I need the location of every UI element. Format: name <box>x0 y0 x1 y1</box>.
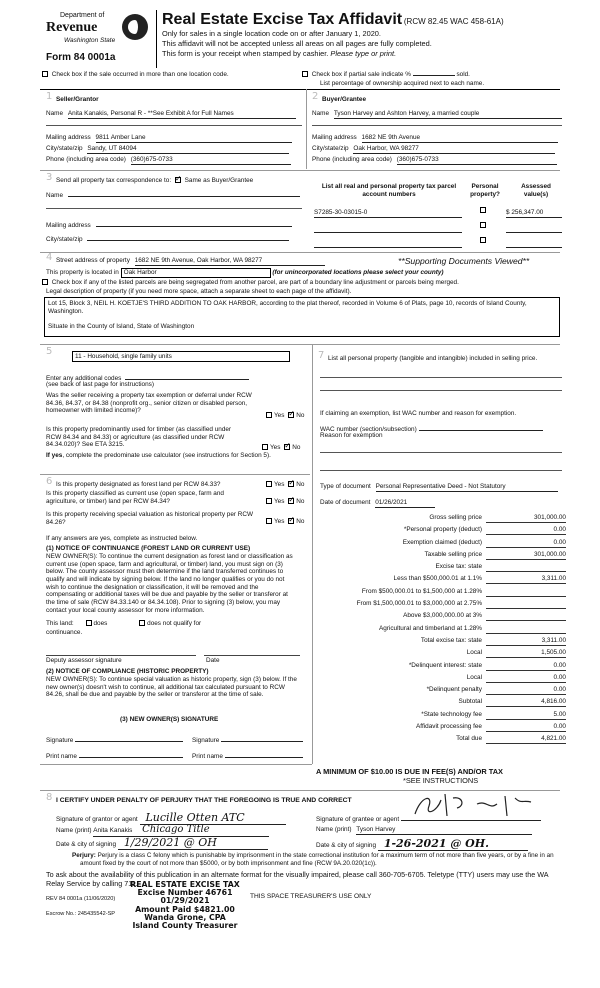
parcel-header: List all real and personal property tax parcel account numbers <box>321 183 457 198</box>
tax-row-value[interactable] <box>486 600 566 609</box>
s6-q2-yes-checkbox[interactable] <box>266 498 272 504</box>
tax-row-label: Above $3,000,000.00 at 3% <box>403 612 482 620</box>
seller-name-row: Name Anita Kanakis, Personal R - **See Exhibit A for Full Names <box>46 110 296 119</box>
seller-city-row: City/state/zip Sandy, UT 84094 <box>46 145 289 154</box>
assessed-header: Assessed value(s) <box>521 183 551 198</box>
tax-row <box>320 697 566 709</box>
seller-mail-field[interactable]: 9811 Amber Lane <box>96 134 292 143</box>
s6-q3-yes-checkbox[interactable] <box>266 518 272 524</box>
treasurer-use-only: THIS SPACE TREASURER'S USE ONLY <box>250 893 372 900</box>
owner-print-field-2[interactable] <box>225 751 303 758</box>
tax-row-value[interactable] <box>486 563 566 572</box>
grantee-signature-scribble <box>407 792 547 818</box>
reason-label: Reason for exemption <box>320 432 383 439</box>
s6-q2-answer: Yes ✓ No <box>264 498 304 506</box>
section-4-number: 4 <box>46 252 53 263</box>
assessed-field-1[interactable]: $ 256,347.00 <box>506 209 562 218</box>
located-row: This property is located in Oak Harbor (for unincorporated locations please select your county) <box>46 269 444 276</box>
certify-text: I CERTIFY UNDER PENALTY OF PERJURY THAT THE FOREGOING IS TRUE AND CORRECT <box>56 797 352 804</box>
tax-row-label: Excise tax: state <box>435 563 482 571</box>
tax-row <box>320 685 566 697</box>
tax-row-value[interactable]: 3,311.00 <box>486 637 566 646</box>
s6-if-any: If any answers are yes, complete as instructed below. <box>46 535 198 542</box>
segregated-row: Check box if any of the listed parcels are being segregated from another parcel, are part of a boundary line adjustment or parcels being merged. <box>40 279 459 287</box>
tax-row <box>320 550 566 562</box>
notice-1-heading: (1) NOTICE OF CONTINUANCE (FOREST LAND OR CURRENT USE) <box>46 545 251 552</box>
tax-row-value[interactable]: 0.00 <box>486 674 566 683</box>
section-5-number: 5 <box>46 346 53 357</box>
tax-row-label: Affidavit processing fee <box>416 723 482 731</box>
tax-row <box>320 734 566 746</box>
tax-row-label: From $500,000.01 to $1,500,000 at 1.28% <box>361 587 482 595</box>
s3-mail-row: Mailing address <box>46 222 292 230</box>
s5-q1-yes-checkbox[interactable] <box>266 412 272 418</box>
legal-text-1: Lot 15, Block 3, NEIL H. KOETJE'S THIRD ADDITION TO OAK HARBOR, according to the plat thereof, recorded in Volume 6 of Plats, page 10, records of Island County, Washington. <box>48 300 527 315</box>
located-select[interactable]: Oak Harbor <box>121 268 271 278</box>
notice-2-text: NEW OWNER(S): To continue special valuation as historic property, sign (3) below. If the new owner(s) doesn't wish to continue, all additional tax calculated pursuant to RCW 84.26, shall be due and payable by the seller or transferor at the time of sale. <box>46 676 297 699</box>
rev-number: REV 84 0001a (11/06/2020) <box>46 896 116 902</box>
tax-row <box>320 722 566 734</box>
tax-row <box>320 661 566 673</box>
land-does-not-checkbox[interactable] <box>139 620 145 626</box>
grantor-date-field[interactable]: 1/29/2021 @ OH <box>118 836 268 850</box>
parcel-field-2[interactable] <box>314 225 462 233</box>
tax-row-label: Local <box>466 673 482 681</box>
s3-city-field[interactable] <box>87 240 289 241</box>
dor-logo-text-3: Washington State <box>64 37 116 44</box>
s3-mail-field[interactable] <box>96 226 292 227</box>
legal-description-box[interactable] <box>44 297 560 337</box>
buyer-name-row: Name Tyson Harvey and Ashton Harvey, a married couple <box>312 110 562 119</box>
tax-row <box>320 611 566 623</box>
wac-row: WAC number (section/subsection) <box>320 424 543 434</box>
s3-name-field[interactable] <box>68 196 300 197</box>
parcel-field-1[interactable]: S7285-30-03015-0 <box>314 209 462 218</box>
tax-row <box>320 636 566 648</box>
header-note-2: This affidavit will not be accepted unless all areas on all pages are fully completed. <box>162 39 432 48</box>
doc-type-field[interactable]: Personal Representative Deed - Not Statutory <box>376 483 558 492</box>
tax-row-label: Less than $500,000.01 at 1.1% <box>393 575 482 583</box>
doc-date-field[interactable]: 01/26/2021 <box>375 499 435 508</box>
minimum-due-line2: *SEE INSTRUCTIONS <box>403 776 479 785</box>
tax-row-label: Total due <box>456 735 482 743</box>
tax-row-value[interactable]: 5.00 <box>486 711 566 720</box>
header-note-1: Only for sales in a single location code on or after January 1, 2020. <box>162 29 381 38</box>
s3-name-row: Name <box>46 192 300 200</box>
personal-header: Personal property? <box>470 183 500 198</box>
additional-codes-field[interactable] <box>125 373 249 380</box>
form-title-ref: (RCW 82.45 WAC 458-61A) <box>403 17 504 26</box>
section-6-number: 6 <box>46 476 53 487</box>
grantee-sig-row: Signature of grantee or agent <box>316 814 541 824</box>
s6-q2-no-checkbox[interactable] <box>288 498 294 504</box>
parcel-field-3[interactable] <box>314 240 462 248</box>
grantor-name-row: Name (print) Anita Kanakis Chicago Title <box>56 824 269 837</box>
grantor-date-row: Date & city of signing 1/29/2021 @ OH <box>56 836 268 850</box>
partial-sale-checkbox[interactable] <box>302 71 308 77</box>
tax-row-label: *Delinquent interest: state <box>408 661 482 669</box>
owner-sig-2: Signature <box>192 735 303 745</box>
grantee-name-row: Name (print) Tyson Harvey <box>316 826 532 835</box>
form-number: Form 84 0001a <box>46 52 116 63</box>
tax-row-label: From $1,500,000.01 to $3,000,000 at 2.75% <box>356 600 482 608</box>
additional-codes-row: Enter any additional codes <box>46 373 249 383</box>
personal-checkbox-2[interactable] <box>480 222 486 228</box>
continuance-label: continuance. <box>46 629 83 636</box>
section-3-number: 3 <box>46 172 53 183</box>
buyer-name-field[interactable]: Tyson Harvey and Ashton Harvey, a married couple <box>334 110 562 119</box>
tax-row <box>320 710 566 722</box>
seller-heading: Seller/Grantor <box>56 96 99 103</box>
owner-signature-field-1[interactable] <box>75 735 183 742</box>
stamp-line-1: REAL ESTATE EXCISE TAX <box>130 880 240 889</box>
assessed-field-2[interactable] <box>506 225 562 233</box>
assessed-field-3[interactable] <box>506 240 562 248</box>
deputy-date-label: Date <box>206 657 220 664</box>
dor-logo-text-2: Revenue <box>46 20 98 35</box>
tax-row <box>320 648 566 660</box>
tax-row-value[interactable]: 0.00 <box>486 526 566 535</box>
legal-text-2: Situate in the County of Island, State of Washington <box>48 323 195 331</box>
this-land-row: This land: does does not qualify for <box>46 620 202 627</box>
tax-row-value[interactable] <box>486 625 566 634</box>
buyer-mail-field[interactable]: 1682 NE 9th Avenue <box>362 134 558 143</box>
tax-row-label: *Delinquent penalty <box>426 686 482 694</box>
s6-q3-no-checkbox[interactable] <box>288 518 294 524</box>
tax-row-label: *Personal property (deduct) <box>403 526 482 534</box>
owner-print-2: Print name <box>192 751 303 761</box>
stamp-line-5: Wanda Grone, CPA <box>144 912 226 922</box>
buyer-mail-row: Mailing address 1682 NE 9th Avenue <box>312 134 558 143</box>
tax-row-value[interactable]: 301,000.00 <box>486 551 566 560</box>
supporting-docs: **Supporting Documents Viewed** <box>398 256 530 266</box>
section-2-number: 2 <box>312 91 319 102</box>
tax-row-value[interactable]: 0.00 <box>486 723 566 732</box>
seller-phone-field[interactable]: (360)675-0733 <box>131 156 291 165</box>
tax-row-label: Subtotal <box>458 698 482 706</box>
section-1-number: 1 <box>46 91 53 102</box>
stamp-line-4: Amount Paid $4821.00 <box>135 904 235 914</box>
s5-q2: Is this property predominantly used for timber (as classified under RCW 84.34 and 84.33) or agriculture (as classified under RCW 84.34.020)? See ETA 3215. <box>46 426 232 449</box>
tax-row-label: *State technology fee <box>421 710 482 718</box>
minimum-due-line1: A MINIMUM OF $10.00 IS DUE IN FEE(S) AND/OR TAX <box>316 767 503 776</box>
s5-q1-answer: Yes ✓ No <box>264 412 304 420</box>
dor-logo-text-1: Department of <box>60 12 105 19</box>
tax-table <box>320 513 566 747</box>
grantee-date-field[interactable]: 1-26-2021 @ OH. <box>378 837 528 851</box>
legal-label: Legal description of property (if you need more space, attach a separate sheet to each page of the affidavit). <box>46 288 352 295</box>
tax-row-value[interactable]: 301,000.00 <box>486 514 566 523</box>
s5-q2-no-checkbox[interactable] <box>284 444 290 450</box>
tax-row-label: Total excise tax: state <box>420 636 482 644</box>
tax-row-value[interactable]: 4,821.00 <box>486 735 566 744</box>
tax-row-value[interactable]: 0.00 <box>486 662 566 671</box>
notice-1-text: NEW OWNER(S): To continue the current designation as forest land or classification as current use (open space, farm and agricultural, or timber) land, you must sign on (3) below. The county assessor must then determine if the land transferred continues to qualify and will indicate by signing below. If the land no longer qualifies or you do not wish to continue the designation or classification, it will be removed and the compensating or additional taxes will be due and payable by the seller or transferor at the time of sale (RCW 84.33.140 or 84.34.108). Prior to signing (3) below, you may contact your local county assessor for more information. <box>46 553 293 614</box>
grantee-date-row: Date & city of signing 1-26-2021 @ OH. <box>316 837 528 851</box>
tax-row <box>320 574 566 586</box>
stamp-line-6: Island County Treasurer <box>132 920 238 930</box>
personal-checkbox-3[interactable] <box>480 237 486 243</box>
s6-q3-answer: Yes ✓ No <box>264 518 304 526</box>
escrow-number: Escrow No.: 245435542-SP <box>46 911 116 917</box>
s6-q3: Is this property receiving special valuation as historical property per RCW 84.26? <box>46 511 254 526</box>
tax-row-label: Gross selling price <box>429 514 482 521</box>
tax-row-value[interactable] <box>486 612 566 621</box>
see-back: (see back of last page for instructions) <box>46 381 154 388</box>
s3-city-row: City/state/zip <box>46 236 289 244</box>
notice-3-heading: (3) NEW OWNER(S) SIGNATURE <box>120 716 219 723</box>
grantor-name-field[interactable]: Anita Kanakis Chicago Title <box>93 824 269 837</box>
alt-format-notice: To ask about the availability of this publication in an alternate format for the visually impaired, please call 360-705-6705. Teletype (TTY) users may use the WA Relay Service by calling 711. <box>46 870 549 888</box>
tax-row-value[interactable]: 0.00 <box>486 686 566 695</box>
seller-name-field[interactable]: Anita Kanakis, Personal R - **See Exhibit A for Full Names <box>68 110 296 119</box>
doc-date-row: Date of document 01/26/2021 <box>320 499 435 508</box>
wac-field[interactable] <box>419 424 543 431</box>
tax-row-value[interactable]: 0.00 <box>486 539 566 548</box>
tax-row-value[interactable]: 4,816.00 <box>486 698 566 707</box>
grantor-sig-row: Signature of grantor or agent Lucille Otten ATC <box>56 811 286 825</box>
seller-city-field[interactable]: Sandy, UT 84094 <box>87 145 289 154</box>
seller-mail-row: Mailing address 9811 Amber Lane <box>46 134 292 143</box>
tax-row <box>320 673 566 685</box>
stamp-line-2: Excise Number 46761 <box>137 888 233 898</box>
land-use-select[interactable]: 11 - Household, single family units <box>72 351 290 362</box>
tax-row-label: Agricultural and timberland at 1.28% <box>378 624 482 632</box>
header-note-3: This form is your receipt when stamped by cashier. Please type or print. <box>162 49 397 58</box>
correspondence-row: Send all property tax correspondence to: ✓ Same as Buyer/Grantee <box>56 177 253 185</box>
form-title-row <box>162 10 504 29</box>
owner-sig-1: Signature <box>46 735 183 745</box>
owner-print-field-1[interactable] <box>79 751 183 758</box>
s5-q2-yes-checkbox[interactable] <box>262 444 268 450</box>
buyer-phone-row: Phone (including area code) (360)675-0733 <box>312 156 557 165</box>
section-7-number: 7 <box>318 350 325 361</box>
dor-logo <box>40 10 148 54</box>
treasurer-stamp <box>120 881 250 930</box>
s5-q1: Was the seller receiving a property tax exemption or deferral under RCW 84.36, 84.37, or 84.38 (nonprofit org., senior citizen or disabled person, homeowner with limited income)? <box>46 392 252 415</box>
tax-row <box>320 513 566 525</box>
s6-q1-no-checkbox[interactable] <box>288 481 294 487</box>
buyer-heading: Buyer/Grantee <box>322 96 367 103</box>
tax-row <box>320 538 566 550</box>
multi-location-row: Check box if the sale occurred in more than one location code. <box>40 71 229 79</box>
tax-row <box>320 599 566 611</box>
s6-q1: Is this property designated as forest land per RCW 84.33? <box>56 481 221 488</box>
tax-row <box>320 562 566 574</box>
tax-row-value[interactable]: 1,505.00 <box>486 649 566 658</box>
perjury-notice: Perjury: Perjury is a class C felony which is punishable by imprisonment in the state correctional institution for a maximum term of not more than five years, or by a fine in an amount fixed by the court of not more than $5000, or by both imprisonment and fine (RCW 9A.20.020(1c)). <box>72 852 554 867</box>
exemption-label: If claiming an exemption, list WAC number and reason for exemption. <box>320 410 517 417</box>
seller-phone-row: Phone (including area code) (360)675-0733 <box>46 156 291 165</box>
tax-row <box>320 624 566 636</box>
same-as-buyer-checkbox[interactable] <box>175 177 181 183</box>
tax-row-label: Local <box>466 649 482 657</box>
s6-q1-answer: Yes ✓ No <box>264 481 304 489</box>
owner-signature-field-2[interactable] <box>221 735 303 742</box>
notice-2-heading: (2) NOTICE OF COMPLIANCE (HISTORIC PROPERTY) <box>46 668 209 675</box>
grantor-signature-field[interactable]: Lucille Otten ATC <box>140 811 286 825</box>
partial-percent-field[interactable] <box>413 75 455 76</box>
stamp-line-3: 01/29/2021 <box>160 896 210 906</box>
segregated-checkbox[interactable] <box>42 279 48 285</box>
s5-q2-answer: Yes ✓ No <box>260 444 300 452</box>
deputy-signature-label: Deputy assessor signature <box>46 657 122 664</box>
tax-row-label: Taxable selling price <box>424 550 482 558</box>
buyer-city-field[interactable]: Oak Harbor, WA 98277 <box>353 145 555 154</box>
tax-row <box>320 525 566 537</box>
dor-logo-mark-inner <box>128 20 142 34</box>
s5-if-yes: If yes, complete the predominate use calculator (see instructions for Section 5). <box>46 452 271 459</box>
tax-row-label: Exemption claimed (deduct) <box>402 538 482 546</box>
grantee-signature-field[interactable] <box>401 814 541 821</box>
doc-type-row: Type of document Personal Representative Deed - Not Statutory <box>320 483 558 492</box>
personal-checkbox-1[interactable] <box>480 207 486 213</box>
form-title: Real Estate Excise Tax Affidavit <box>162 11 403 28</box>
s6-q1-yes-checkbox[interactable] <box>266 481 272 487</box>
section-8-number: 8 <box>46 792 53 803</box>
s5-q1-no-checkbox[interactable] <box>288 412 294 418</box>
tax-row-value[interactable] <box>486 588 566 597</box>
partial-sale-row: Check box if partial sale indicate % sold. <box>300 71 470 79</box>
buyer-city-row: City/state/zip Oak Harbor, WA 98277 <box>312 145 555 154</box>
section-7-text: List all personal property (tangible and intangible) included in selling price. <box>328 355 538 362</box>
land-does-checkbox[interactable] <box>86 620 92 626</box>
grantee-name-field[interactable]: Tyson Harvey <box>356 826 532 835</box>
street-field[interactable]: 1682 NE 9th Avenue, Oak Harbor, WA 98277 <box>135 257 325 266</box>
multi-location-checkbox[interactable] <box>42 71 48 77</box>
street-row: Street address of property 1682 NE 9th Avenue, Oak Harbor, WA 98277 <box>56 257 325 266</box>
s6-q2: Is this property classified as current use (open space, farm and agriculture, or timber) land per RCW 84.34? <box>46 490 224 505</box>
owner-print-1: Print name <box>46 751 183 761</box>
buyer-phone-field[interactable]: (360)675-0733 <box>397 156 557 165</box>
tax-row-value[interactable]: 3,311.00 <box>486 575 566 584</box>
tax-row <box>320 587 566 599</box>
partial-list-note: List percentage of ownership acquired next to each name. <box>320 80 485 87</box>
